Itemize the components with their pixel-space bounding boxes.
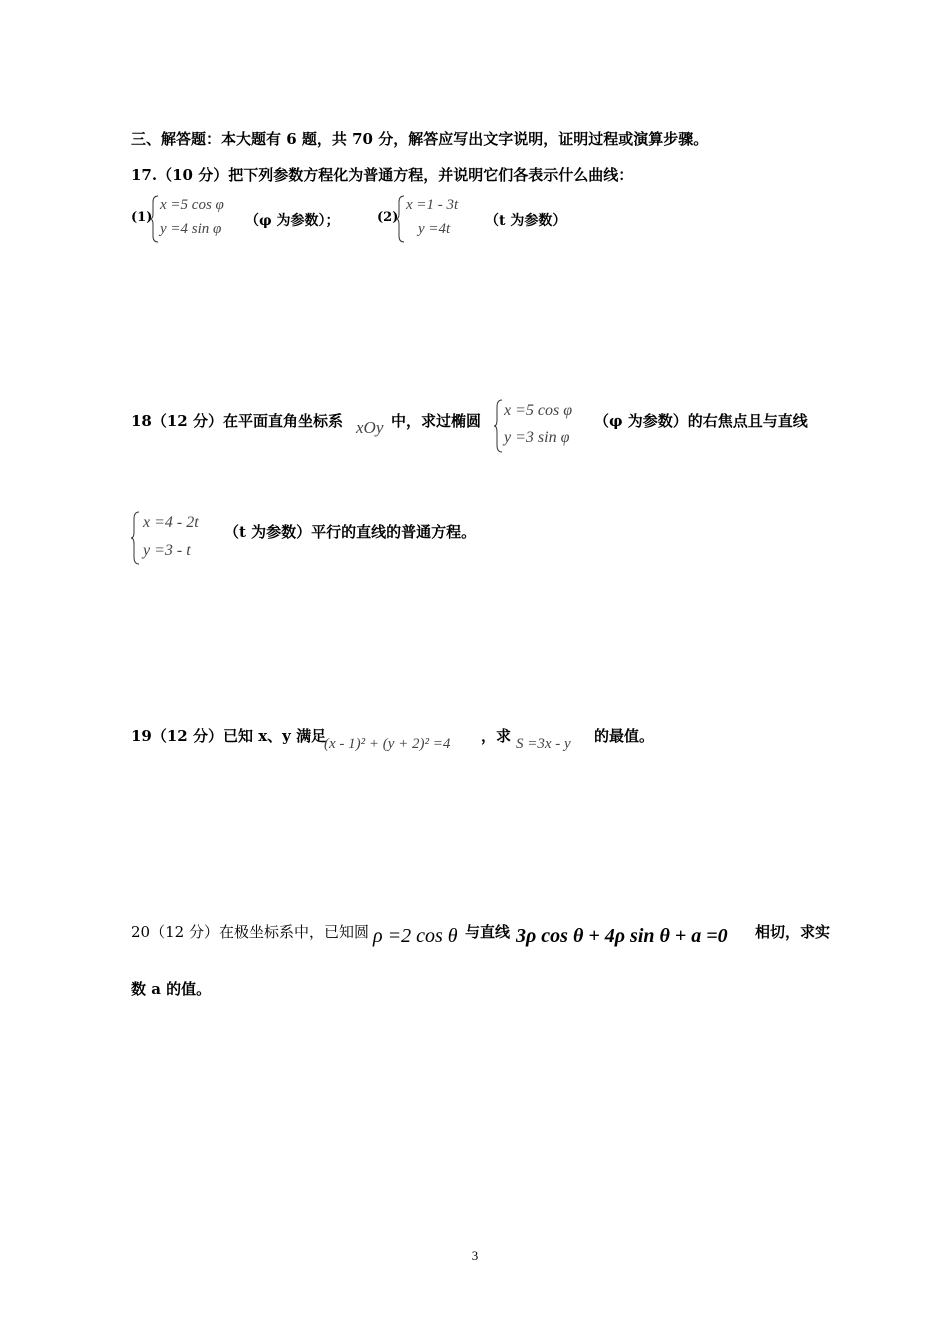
q18-ellipse-eq1: x =5 cos φ xyxy=(504,402,573,419)
q20-circle-eq: ρ =2 cos θ xyxy=(373,925,458,947)
q17-system2 xyxy=(396,194,486,244)
q18-ellipse-system xyxy=(494,398,594,454)
q18-line-system xyxy=(131,510,231,566)
q19-circle-eq: (x - 1)² + (y + 2)² =4 xyxy=(324,736,451,752)
q17-part1-label: (1) xyxy=(131,210,153,225)
q17-system1-eq2: y =4 sin φ xyxy=(160,221,222,237)
q17-system2-eq2: y =4t xyxy=(418,221,451,237)
q17-system1-eq1: x =5 cos φ xyxy=(160,197,224,213)
q19-text-3: 的最值。 xyxy=(594,727,655,745)
q17-part2-label: (2) xyxy=(377,210,399,225)
q20-text-3: 相切，求实 xyxy=(755,923,831,941)
q20-text-2: 与直线 xyxy=(465,923,511,941)
q17-part1-param: （φ 为参数）； xyxy=(245,213,340,229)
q18-text-1: 18（12 分）在平面直角坐标系 xyxy=(131,412,343,430)
q19-text-1: 19（12 分）已知 x、y 满足 xyxy=(131,727,327,745)
q17-stem: 17.（10 分）把下列参数方程化为普通方程，并说明它们各表示什么曲线： xyxy=(131,166,634,184)
q18-xoy: xOy xyxy=(356,418,384,437)
brace-icon xyxy=(396,194,406,244)
q17-part2-param: （t 为参数） xyxy=(485,213,567,229)
section-heading: 三、解答题：本大题有 6 题，共 70 分，解答应写出文字说明，证明过程或演算步骤。 xyxy=(131,130,709,148)
q19-text-2: ，求 xyxy=(481,727,512,745)
q18-text-3: （φ 为参数）的右焦点且与直线 xyxy=(594,412,808,430)
brace-icon xyxy=(131,510,141,566)
q18-line-eq2: y =3 - t xyxy=(143,542,191,559)
q18-line-eq1: x =4 - 2t xyxy=(143,514,199,531)
q18-text-2: 中，求过椭圆 xyxy=(391,412,482,430)
q18-text-4: （t 为参数）平行的直线的普通方程。 xyxy=(224,523,477,541)
q20-text-4: 数 a 的值。 xyxy=(131,980,212,998)
q17-system1 xyxy=(150,194,240,244)
q19-s-eq: S =3x - y xyxy=(516,736,571,752)
brace-icon xyxy=(494,398,504,454)
q18-ellipse-eq2: y =3 sin φ xyxy=(504,429,570,446)
q20-text-1: 20（12 分）在极坐标系中，已知圆 xyxy=(131,923,369,941)
page-number: 3 xyxy=(471,1248,479,1263)
q20-line-eq: 3ρ cos θ + 4ρ sin θ + a =0 xyxy=(516,925,728,947)
brace-icon xyxy=(150,194,160,244)
q17-system2-eq1: x =1 - 3t xyxy=(406,197,459,213)
